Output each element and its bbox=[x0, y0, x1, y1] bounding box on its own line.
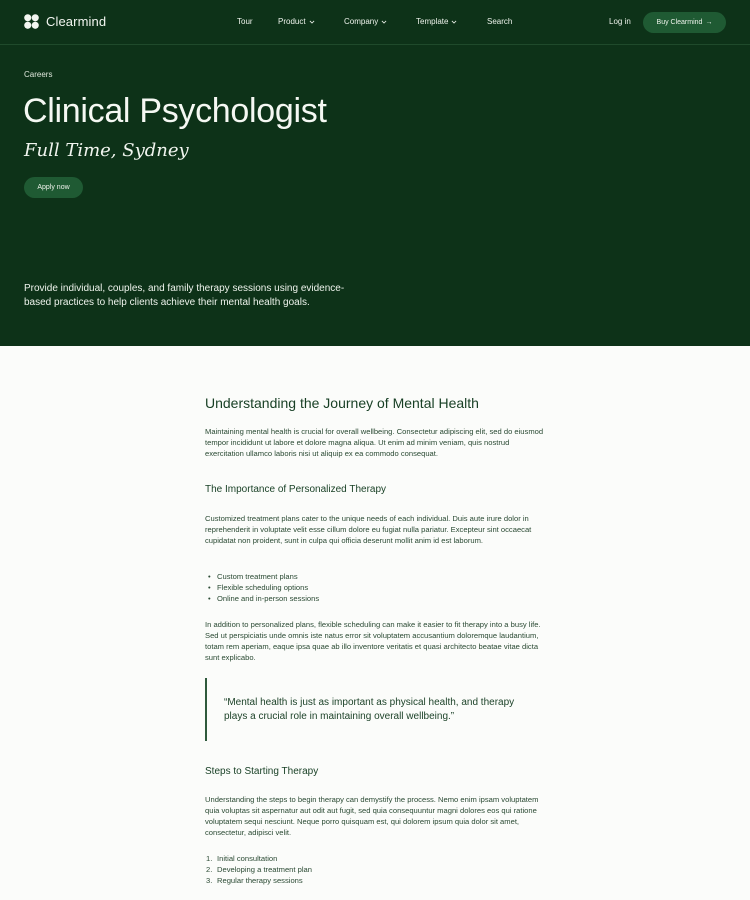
nav-link-product[interactable] bbox=[278, 17, 315, 26]
list-item bbox=[205, 864, 312, 875]
nav-link-label: Product bbox=[278, 17, 306, 26]
buy-button-label: Buy Clearmind bbox=[656, 19, 703, 26]
clover-logo-icon bbox=[24, 14, 39, 29]
hero-section bbox=[0, 0, 750, 346]
nav-link-label: Search bbox=[487, 17, 513, 26]
arrow-right-icon: → bbox=[705, 19, 713, 26]
section-heading-personalized-therapy: The Importance of Personalized Therapy bbox=[205, 484, 387, 495]
brand-logo[interactable] bbox=[24, 14, 106, 29]
step-label: Developing a treatment plan bbox=[217, 865, 312, 874]
list-item: • Online and in-person sessions bbox=[205, 593, 319, 604]
login-link[interactable]: Log in bbox=[609, 17, 631, 26]
step-number: 2. bbox=[206, 865, 213, 874]
nav-link-label: Template bbox=[416, 17, 449, 26]
list-item: • Custom treatment plans bbox=[205, 571, 319, 582]
pull-quote bbox=[205, 678, 545, 741]
list-item bbox=[205, 853, 312, 864]
step-number: 3. bbox=[206, 876, 213, 885]
page-title: Clinical Psychologist bbox=[23, 92, 327, 130]
list-item bbox=[205, 875, 312, 886]
nav-link-company[interactable] bbox=[344, 17, 387, 26]
step-label: Initial consultation bbox=[217, 854, 278, 863]
nav-link-label: Tour bbox=[237, 17, 253, 26]
starting-therapy-paragraph: Understanding the steps to begin therapy can demystify the process. Nemo enim ipsam voluptatem quia voluptas sit aspernatur aut odit aut fugit, sed quia consequuntur magni dolores eos qui ratione voluptatem sequi nesciunt. Neque porro quisquam est, qui dolorem ipsum quia dolor sit amet, consectetur, adipisci velit. bbox=[205, 795, 539, 837]
steps-list bbox=[205, 853, 312, 886]
apply-now-button[interactable]: Apply now bbox=[24, 177, 83, 198]
hero-description: Provide individual, couples, and family therapy sessions using evidence-based practices to help clients achieve their mental health goals. bbox=[24, 283, 345, 308]
chevron-down-icon bbox=[451, 19, 457, 25]
brand-name: Clearmind bbox=[46, 14, 107, 29]
buy-button[interactable] bbox=[643, 12, 726, 33]
scheduling-paragraph: In addition to personalized plans, flexible scheduling can make it easier to fit therapy into a busy life. Sed ut perspiciatis unde omnis iste natus error sit voluptatem accusantium doloremque laudantium, totam rem aperiam, eaque ipsa quae ab illo inventore veritatis et quasi architecto beatae vitae dicta sunt explicabo. bbox=[205, 620, 541, 662]
step-number: 1. bbox=[206, 854, 213, 863]
nav-link-search[interactable] bbox=[487, 17, 512, 26]
article-heading: Understanding the Journey of Mental Health bbox=[205, 395, 479, 411]
benefits-list bbox=[205, 571, 319, 604]
nav-link-label: Company bbox=[344, 17, 379, 26]
chevron-down-icon bbox=[381, 19, 387, 25]
quote-text: “Mental health is just as important as physical health, and therapy plays a crucial role in maintaining overall wellbeing.” bbox=[224, 697, 515, 722]
job-subtitle: Full Time, Sydney bbox=[24, 140, 189, 161]
personalized-therapy-paragraph: Customized treatment plans cater to the unique needs of each individual. Duis aute irure dolor in reprehenderit in voluptate velit esse cillum dolore eu fugiat nulla pariatur. Excepteur sint occaecat cupidatat non proident, sunt in culpa qui officia deserunt mollit anim id est laborum. bbox=[205, 514, 532, 545]
intro-paragraph: Maintaining mental health is crucial for overall wellbeing. Consectetur adipiscing elit, sed do eiusmod tempor incididunt ut labore et dolore magna aliqua. Ut enim ad minim veniam, quis nostrud exercitation ullamco laboris nisi ut aliquip ex ea commodo consequat. bbox=[205, 427, 544, 458]
step-label: Regular therapy sessions bbox=[217, 876, 303, 885]
chevron-down-icon bbox=[309, 19, 315, 25]
section-heading-starting-therapy: Steps to Starting Therapy bbox=[205, 766, 319, 777]
breadcrumb[interactable]: Careers bbox=[24, 70, 53, 79]
top-nav bbox=[0, 0, 750, 45]
list-item: • Flexible scheduling options bbox=[205, 582, 319, 593]
nav-link-template[interactable] bbox=[416, 17, 457, 26]
nav-link-tour[interactable] bbox=[237, 17, 253, 26]
